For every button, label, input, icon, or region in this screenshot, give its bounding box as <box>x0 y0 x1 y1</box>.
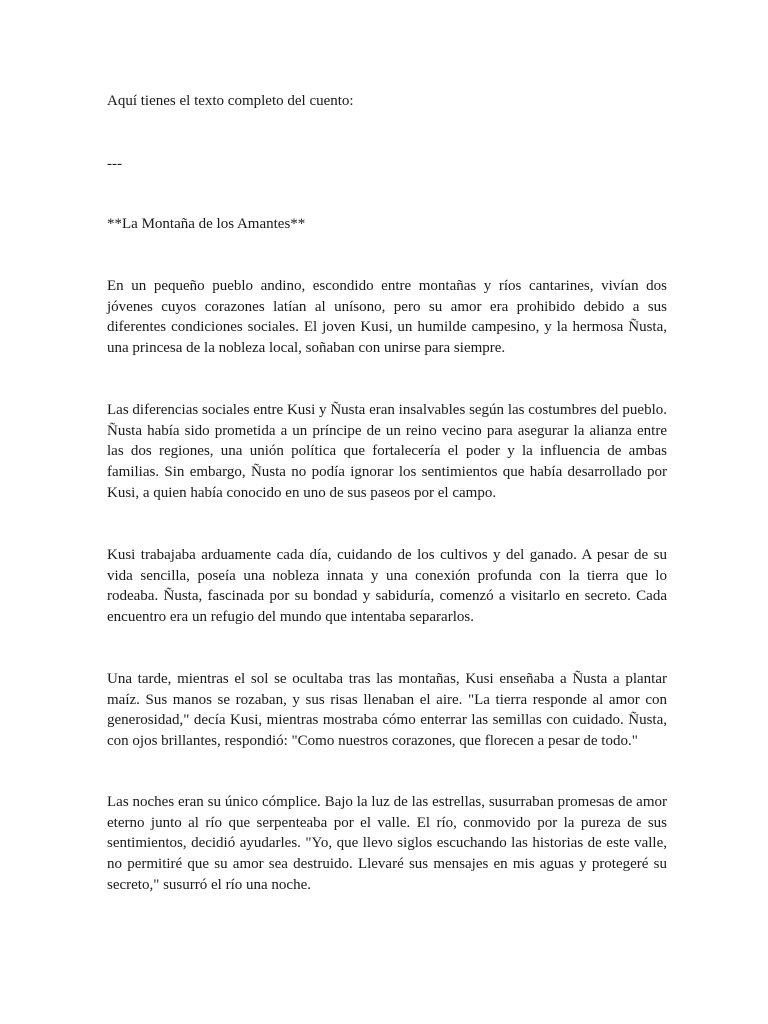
paragraph: En un pequeño pueblo andino, escondido entre montañas y ríos cantarines, vivían dos jóvenes cuyos corazones latían al unísono, pero su amor era prohibido debido a sus diferentes condiciones sociales. El joven Kusi, un humilde campesino, y la hermosa Ñusta, una princesa de la nobleza local, soñaban con unirse para siempre. <box>107 278 667 357</box>
intro-line: Aquí tienes el texto completo del cuento: <box>107 93 354 109</box>
paragraph: Las noches eran su único cómplice. Bajo la luz de las estrellas, susurraban promesas de amor eterno junto al río que serpenteaba por el valle. El río, conmovido por la pureza de sus sentimientos, decidió ayudarles. "Yo, que llevo siglos escuchando las historias de este valle, no permitiré que su amor sea destruido. Llevaré sus mensajes en mis aguas y protegeré su secreto," susurró el río una noche. <box>107 794 667 893</box>
paragraph: Una tarde, mientras el sol se ocultaba tras las montañas, Kusi enseñaba a Ñusta a plantar maíz. Sus manos se rozaban, y sus risas llenaban el aire. "La tierra responde al amor con generosidad," decía Kusi, mientras mostraba cómo enterrar las semillas con cuidado. Ñusta, con ojos brillantes, respondió: "Como nuestros corazones, que florecen a pesar de todo." <box>107 671 667 750</box>
paragraph: Las diferencias sociales entre Kusi y Ñusta eran insalvables según las costumbres del pueblo. Ñusta había sido prometida a un príncipe de un reino vecino para asegurar la alianza entre las dos regiones, una unión política que fortalecería el poder y la influencia de ambas familias. Sin embargo, Ñusta no podía ignorar los sentimientos que había desarrollado por Kusi, a quien había conocido en uno de sus paseos por el campo. <box>107 402 667 501</box>
separator-line: --- <box>107 156 122 172</box>
paragraph: Kusi trabajaba arduamente cada día, cuidando de los cultivos y del ganado. A pesar de su vida sencilla, poseía una nobleza innata y una conexión profunda con la tierra que lo rodeaba. Ñusta, fascinada por su bondad y sabiduría, comenzó a visitarlo en secreto. Cada encuentro era un refugio del mundo que intentaba separarlos. <box>107 547 667 626</box>
story-title: **La Montaña de los Amantes** <box>107 216 306 232</box>
